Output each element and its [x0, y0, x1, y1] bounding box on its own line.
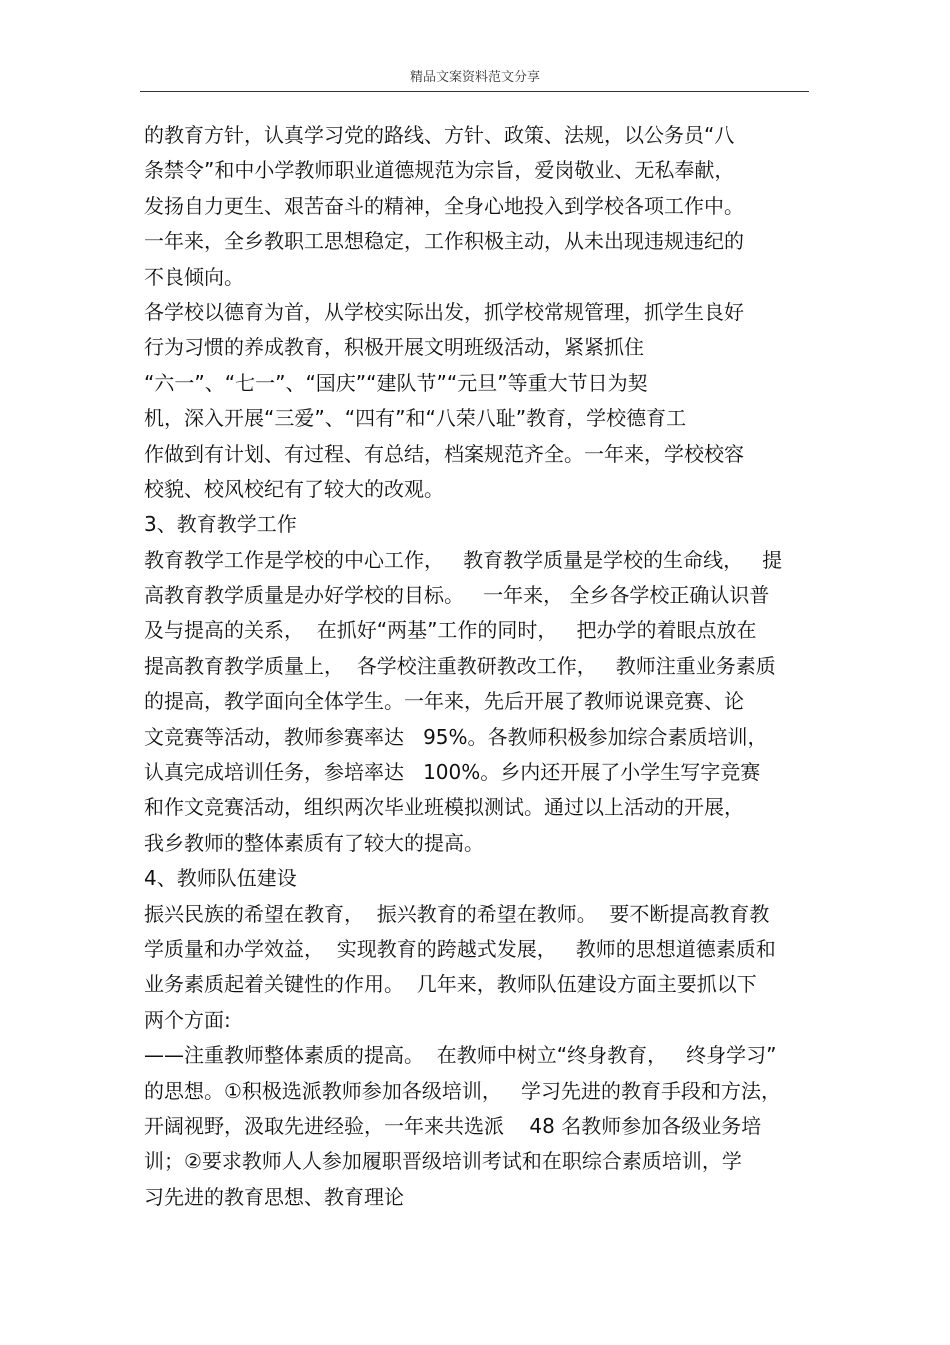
- text-line: 开阔视野，汲取先进经验，一年来共选派 48 名教师参加各级业务培: [144, 1113, 762, 1138]
- text-line: 训；②要求教师人人参加履职晋级培训考试和在职综合素质培训，学: [144, 1149, 742, 1174]
- text-line: 条禁令”和中小学教师职业道德规范为宗旨，爱岗敬业、无私奉献，: [144, 158, 735, 183]
- text-line: 文竞赛等活动，教师参赛率达 95%。各教师积极参加综合素质培训，: [144, 724, 768, 749]
- text-line: 我乡教师的整体素质有了较大的提高。: [144, 830, 484, 855]
- text-line: 学质量和办学效益， 实现教育的跨越式发展， 教师的思想道德素质和: [144, 936, 776, 961]
- page-header: 精品文案资料范文分享: [409, 70, 540, 85]
- text-line: 机，深入开展“三爱”、“四有”和“八荣八耻”教育，学校德育工: [144, 406, 687, 431]
- text-line: 两个方面:: [144, 1007, 231, 1032]
- section-heading: 4、教师队伍建设: [144, 866, 297, 891]
- text-line: 一年来，全乡教职工思想稳定，工作积极主动，从未出现违规违纪的: [144, 229, 744, 254]
- text-line: 的思想。①积极选派教师参加各级培训， 学习先进的教育手段和方法，: [144, 1078, 782, 1103]
- text-line: 业务素质起着关键性的作用。 几年来，教师队伍建设方面主要抓以下: [144, 972, 757, 997]
- text-line: ——注重教师整体素质的提高。 在教师中树立“终身教育， 终身学习”: [144, 1043, 777, 1068]
- text-line: 提高教育教学质量上， 各学校注重教研教改工作， 教师注重业务素质: [144, 653, 776, 678]
- text-line: 及与提高的关系， 在抓好“两基”工作的同时， 把办学的着眼点放在: [144, 618, 757, 643]
- text-line: 习先进的教育思想、教育理论: [144, 1184, 404, 1209]
- section-heading: 3、教育教学工作: [144, 512, 297, 537]
- text-line: 各学校以德育为首，从学校实际出发，抓学校常规管理，抓学生良好: [144, 299, 744, 324]
- text-line: 不良倾向。: [144, 264, 244, 289]
- text-line: 作做到有计划、有过程、有总结，档案规范齐全。一年来，学校校容: [144, 441, 744, 466]
- text-line: 校貌、校风校纪有了较大的改观。: [144, 476, 444, 501]
- text-line: 振兴民族的希望在教育， 振兴教育的希望在教师。 要不断提高教育教: [144, 901, 770, 926]
- text-line: 教育教学工作是学校的中心工作， 教育教学质量是学校的生命线， 提: [144, 547, 783, 572]
- text-line: “六一”、“七一”、“国庆”“建队节”“元旦”等重大节日为契: [144, 370, 648, 395]
- text-line: 的提高，教学面向全体学生。一年来，先后开展了教师说课竞赛、论: [144, 689, 744, 714]
- text-line: 和作文竞赛活动，组织两次毕业班模拟测试。通过以上活动的开展，: [144, 795, 744, 820]
- text-line: 的教育方针，认真学习党的路线、方针、政策、法规，以公务员“八: [144, 123, 735, 147]
- text-line: 行为习惯的养成教育，积极开展文明班级活动，紧紧抓住: [144, 335, 644, 360]
- header-rule: [140, 91, 809, 92]
- document-body: [144, 118, 816, 1215]
- text-line: 认真完成培训任务，参培率达 100%。乡内还开展了小学生写字竞赛: [144, 760, 761, 785]
- text-line: 高教育教学质量是办好学校的目标。 一年来， 全乡各学校正确认识普: [144, 583, 770, 608]
- text-line: 发扬自力更生、艰苦奋斗的精神，全身心地投入到学校各项工作中。: [144, 193, 744, 218]
